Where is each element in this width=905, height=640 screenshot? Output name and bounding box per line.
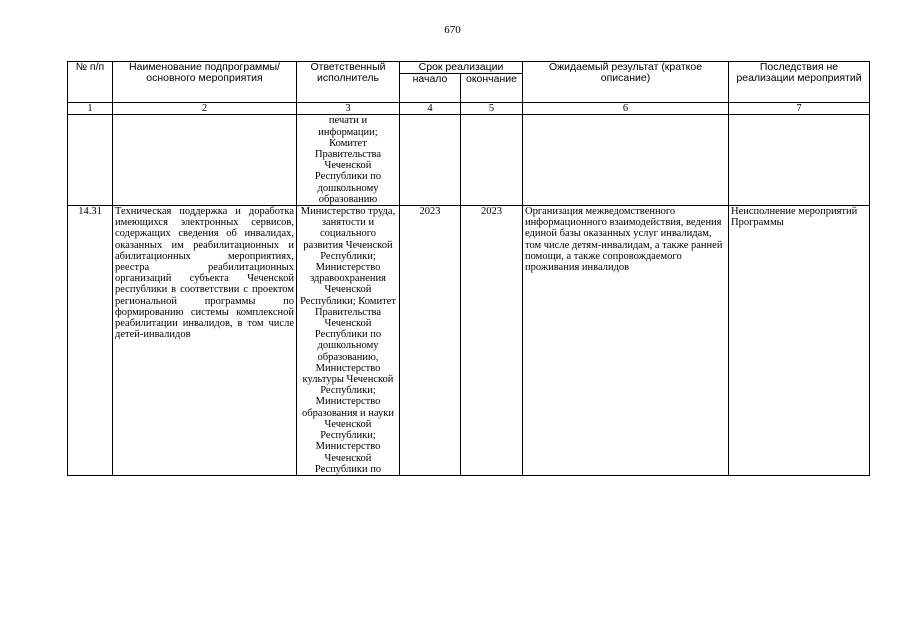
page-number: 670 bbox=[444, 24, 461, 36]
row-start-year: 2023 bbox=[400, 206, 461, 476]
row-start-year bbox=[400, 115, 461, 206]
header-end: окончание bbox=[461, 74, 523, 103]
column-number: 3 bbox=[297, 103, 400, 115]
column-number: 4 bbox=[400, 103, 461, 115]
column-number: 2 bbox=[113, 103, 297, 115]
header-number: № п/п bbox=[68, 62, 113, 103]
header-expected-result: Ожидаемый результат (краткое описание) bbox=[523, 62, 729, 103]
column-numbers-row bbox=[68, 103, 870, 115]
column-number: 5 bbox=[461, 103, 523, 115]
row-expected-result bbox=[523, 115, 729, 206]
table-header-row bbox=[68, 62, 870, 74]
header-executor: Ответственный исполнитель bbox=[297, 62, 400, 103]
header-consequences: Последствия не реализации мероприятий bbox=[729, 62, 870, 103]
row-number: 14.31 bbox=[68, 206, 113, 476]
column-number: 7 bbox=[729, 103, 870, 115]
table-row bbox=[68, 115, 870, 206]
row-activity-name: Техническая поддержка и доработка имеющихся электронных сервисов, содержащих сведения об инвалидах, оказанных им реабилитационных и абилитационных мероприятиях, реестра реабилитационных организаций субъекта Чеченской республики в соответствии с проектом региональной программы по формированию системы комплексной реабилитации инвалидов, в том числе детей-инвалидов bbox=[113, 206, 297, 476]
row-number bbox=[68, 115, 113, 206]
row-expected-result: Организация межведомственного информационного взаимодействия, ведения единой базы оказанных услуг инвалидам, том числе детям-инвалидам, а также ранней помощи, а также сопровождаемого проживания инвалидов bbox=[523, 206, 729, 476]
row-consequence: Неисполнение мероприятий Программы bbox=[729, 206, 870, 476]
header-start: начало bbox=[400, 74, 461, 103]
column-number: 6 bbox=[523, 103, 729, 115]
row-end-year: 2023 bbox=[461, 206, 523, 476]
table-row bbox=[68, 206, 870, 476]
row-consequence bbox=[729, 115, 870, 206]
program-activities-table bbox=[67, 61, 870, 476]
column-number: 1 bbox=[68, 103, 113, 115]
row-executor: печати и информации; Комитет Правительства Чеченской Республики по дошкольному образованию bbox=[297, 115, 400, 206]
row-activity-name bbox=[113, 115, 297, 206]
row-end-year bbox=[461, 115, 523, 206]
header-period: Срок реализации bbox=[400, 62, 523, 74]
row-executor: Министерство труда, занятости и социального развития Чеченской Республики; Министерство здравоохранения Чеченской Республики; Комитет Правительства Чеченской Республики по дошкольному образованию, Министерство культуры Чеченской Республики; Министерство образования и науки Чеченской Республики; Министерство Чеченской Республики по bbox=[297, 206, 400, 476]
header-subprogram-name: Наименование подпрограммы/ основного мероприятия bbox=[113, 62, 297, 103]
